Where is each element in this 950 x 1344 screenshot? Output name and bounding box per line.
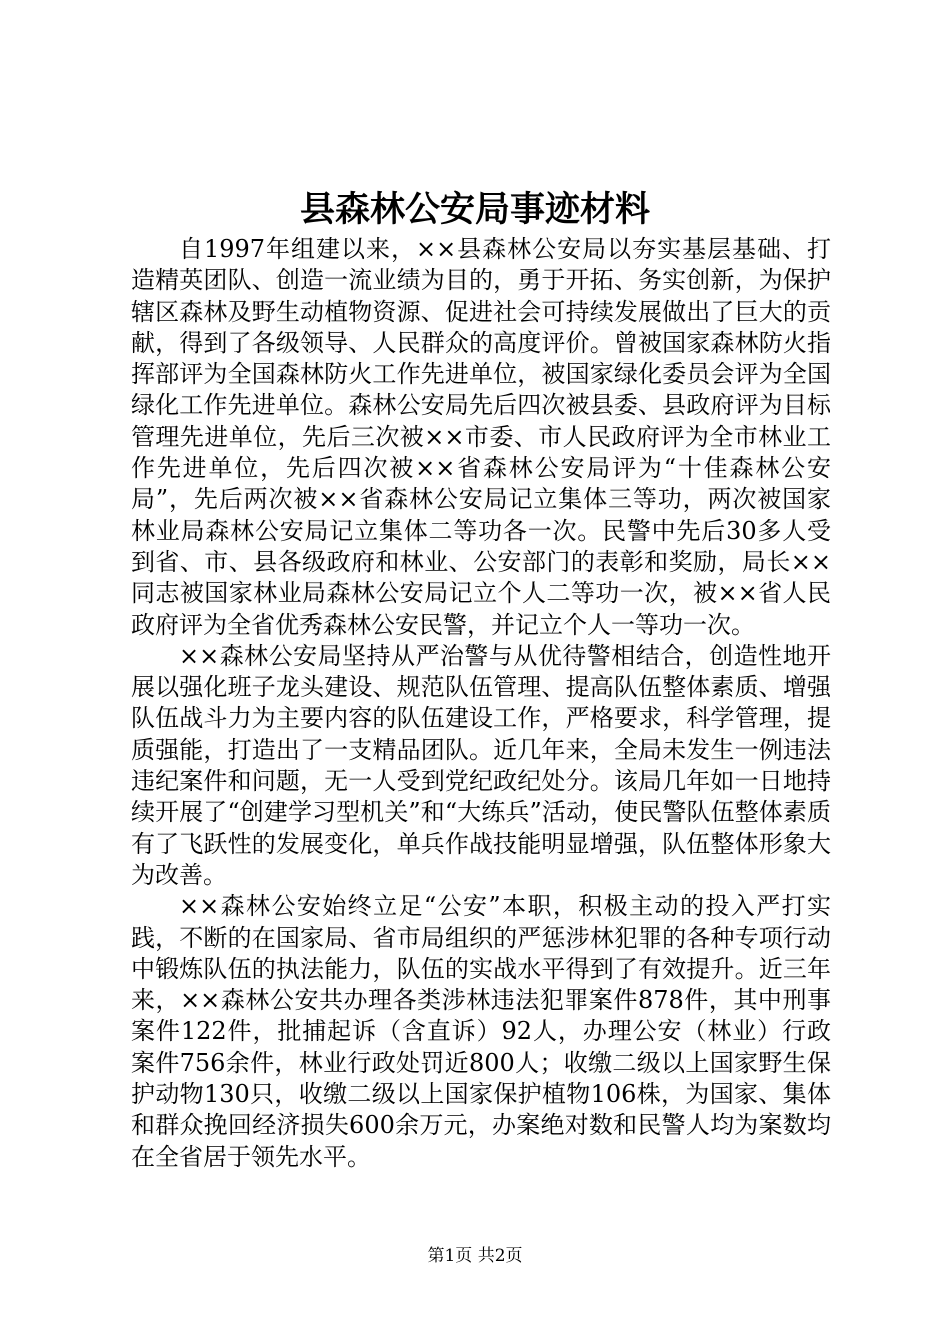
page-number-footer: 第1页 共2页 <box>427 1246 523 1266</box>
document-body <box>131 234 831 1173</box>
paragraph-2: ××森林公安局坚持从严治警与从优待警相结合，创造性地开展以强化班子龙头建设、规范队伍管理、提高队伍整体素质、增强队伍战斗力为主要内容的队伍建设工作，严格要求，科学管理，提质强能，打造出了一支精品团队。近几年来，全局未发生一例违法违纪案件和问题，无一人受到党纪政纪处分。该局几年如一日地持续开展了“创建学习型机关”和“大练兵”活动，使民警队伍整体素质有了飞跃性的发展变化，单兵作战技能明显增强，队伍整体形象大为改善。 <box>131 641 831 889</box>
document-title: 县森林公安局事迹材料 <box>299 190 650 230</box>
paragraph-1: 自1997年组建以来，××县森林公安局以夯实基层基础、打造精英团队、创造一流业绩为目的，勇于开拓、务实创新，为保护辖区森林及野生动植物资源、促进社会可持续发展做出了巨大的贡献，得到了各级领导、人民群众的高度评价。曾被国家森林防火指挥部评为全国森林防火工作先进单位，被国家绿化委员会评为全国绿化工作先进单位。森林公安局先后四次被县委、县政府评为目标管理先进单位，先后三次被××市委、市人民政府评为全市林业工作先进单位，先后四次被××省森林公安局评为“十佳森林公安局”，先后两次被××省森林公安局记立集体三等功，两次被国家林业局森林公安局记立集体二等功各一次。民警中先后30多人受到省、市、县各级政府和林业、公安部门的表彰和奖励，局长××同志被国家林业局森林公安局记立个人二等功一次，被××省人民政府评为全省优秀森林公安民警，并记立个人一等功一次。 <box>131 235 831 639</box>
paragraph-3: ××森林公安始终立足“公安”本职，积极主动的投入严打实践，不断的在国家局、省市局组织的严惩涉林犯罪的各种专项行动中锻炼队伍的执法能力，队伍的实战水平得到了有效提升。近三年来，××森林公安共办理各类涉林违法犯罪案件878件，其中刑事案件122件，批捕起诉（含直诉）92人，办理公安（林业）行政案件756余件，林业行政处罚近800人；收缴二级以上国家野生保护动物130只，收缴二级以上国家保护植物106株，为国家、集体和群众挽回经济损失600余万元，办案绝对数和民警人均为案数均在全省居于领先水平。 <box>131 892 831 1171</box>
